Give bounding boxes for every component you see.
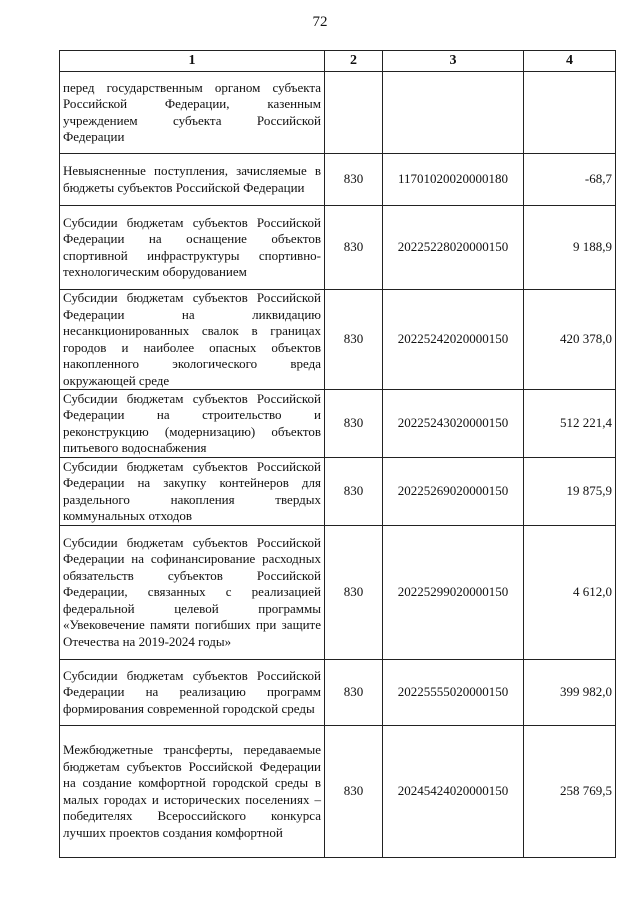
row-amount: 19 875,9 bbox=[524, 458, 616, 526]
table-row bbox=[60, 154, 616, 206]
column-header: 3 bbox=[383, 51, 524, 72]
table-row bbox=[60, 660, 616, 726]
row-amount: 399 982,0 bbox=[524, 660, 616, 726]
table-row bbox=[60, 458, 616, 526]
row-description: Субсидии бюджетам субъектов Российской Федерации на строительство и реконструкцию (модернизацию) объектов питьевого водоснабжения bbox=[60, 390, 325, 458]
row-description: Субсидии бюджетам субъектов Российской Федерации на оснащение объектов спортивной инфраструктуры спортивно-технологическим оборудованием bbox=[60, 206, 325, 290]
row-amount: 258 769,5 bbox=[524, 726, 616, 858]
row-admin-code: 830 bbox=[325, 390, 383, 458]
row-budget-code: 20245424020000150 bbox=[383, 726, 524, 858]
row-description: Субсидии бюджетам субъектов Российской Федерации на реализацию программ формирования современной городской среды bbox=[60, 660, 325, 726]
row-description: Субсидии бюджетам субъектов Российской Федерации на софинансирование расходных обязательств субъектов Российской Федерации, связанных с реализацией федеральной целевой программы «Увековечение памяти погибших при защите Отечества на 2019-2024 годы» bbox=[60, 526, 325, 660]
row-budget-code: 20225228020000150 bbox=[383, 206, 524, 290]
budget-table bbox=[59, 50, 616, 858]
row-admin-code: 830 bbox=[325, 726, 383, 858]
page-number: 72 bbox=[312, 14, 328, 30]
table-row bbox=[60, 726, 616, 858]
row-budget-code bbox=[383, 72, 524, 154]
row-description: перед государственным органом субъекта Российской Федерации, казенным учреждением субъекта Российской Федерации bbox=[60, 72, 325, 154]
row-description: Невыясненные поступления, зачисляемые в бюджеты субъектов Российской Федерации bbox=[60, 154, 325, 206]
row-amount: 4 612,0 bbox=[524, 526, 616, 660]
row-admin-code: 830 bbox=[325, 290, 383, 390]
row-budget-code: 20225299020000150 bbox=[383, 526, 524, 660]
row-amount bbox=[524, 72, 616, 154]
table-row bbox=[60, 290, 616, 390]
row-budget-code: 20225269020000150 bbox=[383, 458, 524, 526]
row-budget-code: 20225242020000150 bbox=[383, 290, 524, 390]
row-budget-code: 11701020020000180 bbox=[383, 154, 524, 206]
row-admin-code: 830 bbox=[325, 154, 383, 206]
row-budget-code: 20225243020000150 bbox=[383, 390, 524, 458]
table-row bbox=[60, 206, 616, 290]
table-row bbox=[60, 526, 616, 660]
row-amount: -68,7 bbox=[524, 154, 616, 206]
row-budget-code: 20225555020000150 bbox=[383, 660, 524, 726]
row-amount: 9 188,9 bbox=[524, 206, 616, 290]
column-header: 4 bbox=[524, 51, 616, 72]
row-admin-code: 830 bbox=[325, 660, 383, 726]
row-admin-code: 830 bbox=[325, 526, 383, 660]
row-description: Субсидии бюджетам субъектов Российской Федерации на закупку контейнеров для раздельного накопления твердых коммунальных отходов bbox=[60, 458, 325, 526]
row-description: Межбюджетные трансферты, передаваемые бюджетам субъектов Российской Федерации на создание комфортной городской среды в малых городах и исторических поселениях – победителях Всероссийского конкурса лучших проектов создания комфортной bbox=[60, 726, 325, 858]
column-header: 2 bbox=[325, 51, 383, 72]
table-row bbox=[60, 390, 616, 458]
row-amount: 420 378,0 bbox=[524, 290, 616, 390]
row-amount: 512 221,4 bbox=[524, 390, 616, 458]
row-admin-code: 830 bbox=[325, 206, 383, 290]
table-header-row bbox=[60, 51, 616, 72]
row-description: Субсидии бюджетам субъектов Российской Федерации на ликвидацию несанкционированных свалок в границах городов и наиболее опасных объектов накопленного экологического вреда окружающей среде bbox=[60, 290, 325, 390]
table-row bbox=[60, 72, 616, 154]
row-admin-code bbox=[325, 72, 383, 154]
row-admin-code: 830 bbox=[325, 458, 383, 526]
column-header: 1 bbox=[60, 51, 325, 72]
